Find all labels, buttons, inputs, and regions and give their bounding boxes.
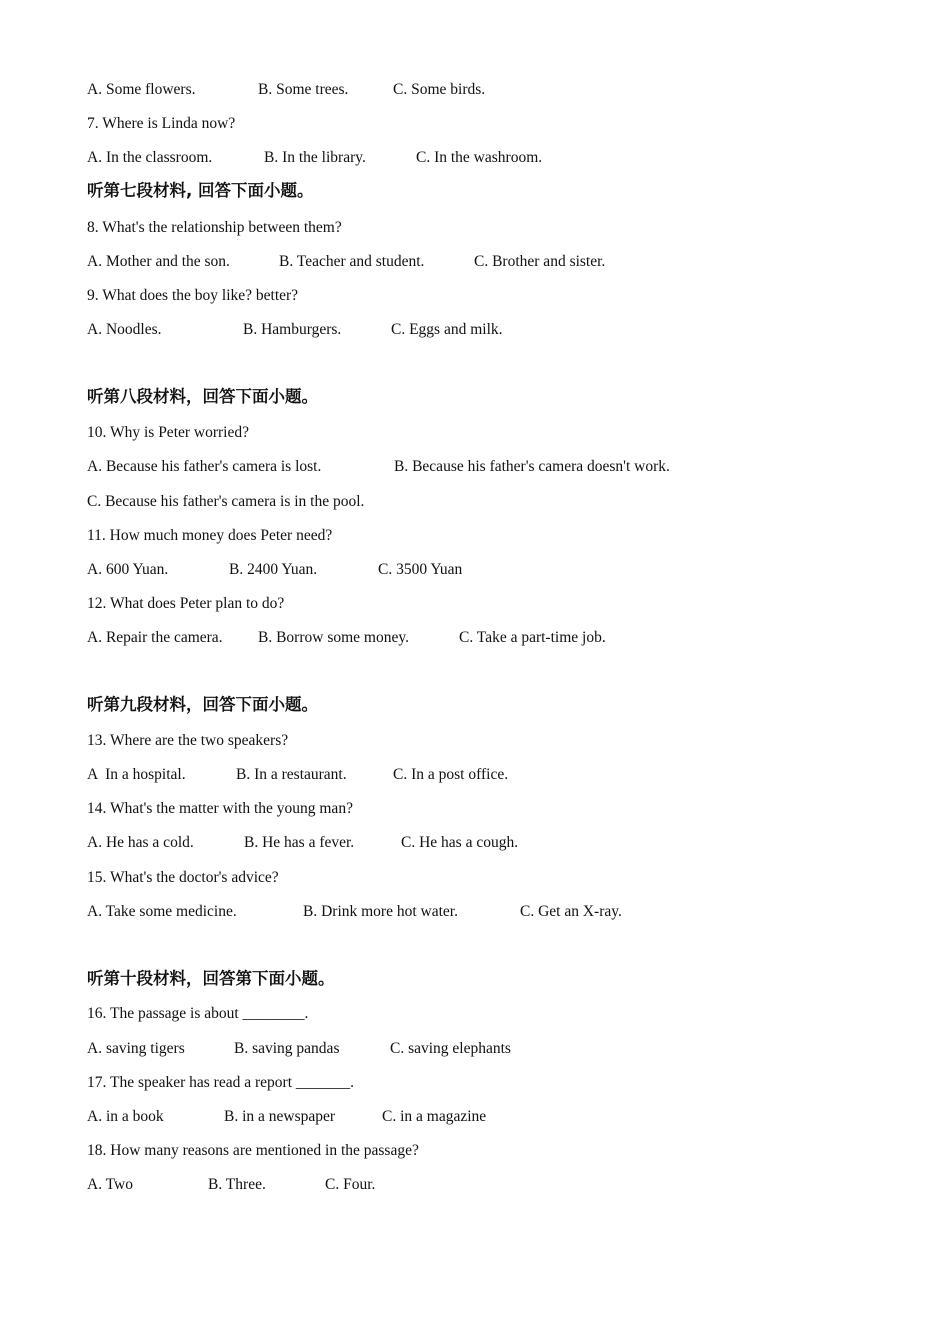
answer-option: A. Take some medicine. (87, 903, 237, 920)
answer-option: C. Eggs and milk. (391, 321, 503, 338)
answer-option: B. saving pandas (234, 1040, 340, 1057)
answer-option: B. In the library. (264, 149, 366, 166)
answer-option: A. Two (87, 1176, 133, 1193)
answer-option: B. Some trees. (258, 81, 349, 98)
answer-option: A. in a book (87, 1108, 164, 1125)
answer-option: A In a hospital. (87, 766, 186, 783)
answer-option: C. 3500 Yuan (378, 561, 463, 578)
answer-option: C. He has a cough. (401, 834, 519, 851)
question-text: 10. Why is Peter worried? (87, 424, 249, 441)
answer-option: B. Teacher and student. (279, 253, 425, 270)
question-text: 15. What's the doctor's advice? (87, 869, 279, 886)
answer-option: C. saving elephants (390, 1040, 511, 1057)
answer-option: C. In a post office. (393, 766, 509, 783)
answer-option: A. In the classroom. (87, 149, 213, 166)
answer-option: B. Three. (208, 1176, 266, 1193)
answer-option: B. in a newspaper (224, 1108, 336, 1125)
answer-option: B. In a restaurant. (236, 766, 347, 783)
answer-option: C. in a magazine (382, 1108, 487, 1125)
question-text: 12. What does Peter plan to do? (87, 595, 285, 612)
answer-option: A. Repair the camera. (87, 629, 223, 646)
question-text: 16. The passage is about ________. (87, 1005, 309, 1022)
answer-option: B. 2400 Yuan. (229, 561, 318, 578)
answer-option: A. saving tigers (87, 1040, 185, 1057)
question-text: 11. How much money does Peter need? (87, 527, 333, 544)
question-text: 13. Where are the two speakers? (87, 732, 289, 749)
section-heading: 听第九段材料，回答下面小题。 (87, 695, 318, 714)
question-text: 8. What's the relationship between them? (87, 219, 342, 236)
question-text: 18. How many reasons are mentioned in the passage? (87, 1142, 419, 1159)
question-text: 14. What's the matter with the young man? (87, 800, 353, 817)
question-text: C. Because his father's camera is in the pool. (87, 493, 365, 510)
answer-option: A. Noodles. (87, 321, 162, 338)
question-text: 17. The speaker has read a report _______. (87, 1074, 354, 1091)
answer-option: C. Some birds. (393, 81, 486, 98)
question-text: 7. Where is Linda now? (87, 115, 236, 132)
answer-option: A. Some flowers. (87, 81, 196, 98)
section-heading: 听第十段材料，回答第下面小题。 (87, 969, 335, 988)
answer-option: C. Get an X-ray. (520, 903, 622, 920)
answer-option: B. He has a fever. (244, 834, 355, 851)
answer-option: B. Hamburgers. (243, 321, 342, 338)
section-heading: 听第七段材料, 回答下面小题。 (87, 181, 314, 200)
answer-option: C. Take a part-time job. (459, 629, 606, 646)
answer-option: C. In the washroom. (416, 149, 543, 166)
answer-option: A. Mother and the son. (87, 253, 230, 270)
section-heading: 听第八段材料，回答下面小题。 (87, 387, 318, 406)
answer-option: A. 600 Yuan. (87, 561, 169, 578)
answer-option: B. Borrow some money. (258, 629, 409, 646)
answer-option: A. He has a cold. (87, 834, 194, 851)
answer-option: A. Because his father's camera is lost. (87, 458, 322, 475)
answer-option: C. Brother and sister. (474, 253, 606, 270)
answer-option: C. Four. (325, 1176, 376, 1193)
question-text: 9. What does the boy like? better? (87, 287, 299, 304)
answer-option: B. Drink more hot water. (303, 903, 458, 920)
answer-option: B. Because his father's camera doesn't work. (394, 458, 670, 475)
